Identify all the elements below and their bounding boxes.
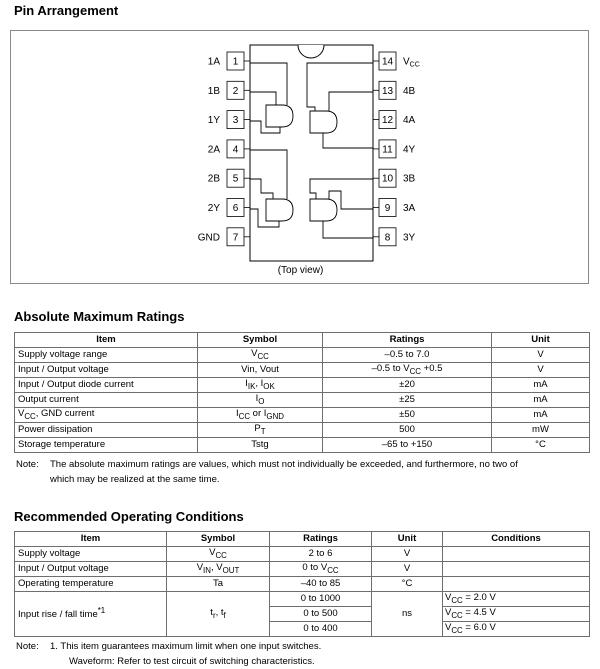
pin-number: 1 xyxy=(232,56,239,68)
absolute-maximum-ratings-title: Absolute Maximum Ratings xyxy=(14,309,185,324)
column-header-symbol: Symbol xyxy=(167,532,270,547)
row-item: Power dissipation xyxy=(15,423,198,438)
row-rating: 2 to 6 xyxy=(270,547,372,562)
note-label: Note: xyxy=(16,459,39,470)
table-row xyxy=(15,547,590,562)
pin-number: 10 xyxy=(381,173,394,185)
pin-label: 2Y xyxy=(207,203,220,214)
row-rating: –40 to 85 xyxy=(270,577,372,592)
row-symbol: $t_r$, $t_f$ xyxy=(167,592,270,637)
row-item: Supply voltage range xyxy=(15,348,198,363)
row-item: Input / Output voltage xyxy=(15,363,198,378)
left-pin-group xyxy=(198,52,250,246)
pin-number: 7 xyxy=(232,232,239,244)
row-condition xyxy=(443,562,590,577)
row-unit: mA xyxy=(492,393,590,408)
pin-6 xyxy=(208,199,250,217)
pin-12 xyxy=(373,111,416,129)
pin-label: 1A xyxy=(207,56,220,68)
row-unit: V xyxy=(492,363,590,378)
row-rating: ±25 xyxy=(323,393,492,408)
note-text: 1. This item guarantees maximum limit when one input switches. xyxy=(50,641,322,652)
pin-label: 4B xyxy=(403,85,416,97)
table-row xyxy=(15,393,590,408)
row-condition: $V_{CC} = 4.5$ V xyxy=(443,607,590,622)
row-symbol: $V_{CC}$ xyxy=(198,348,323,363)
pin-label: 2A xyxy=(207,144,220,156)
row-item: Input / Output diode current xyxy=(15,378,198,393)
table-row xyxy=(15,408,590,423)
row-symbol: $I_{IK}$, $I_{OK}$ xyxy=(198,378,323,393)
pin-label: GND xyxy=(197,232,220,244)
pin-label: 1Y xyxy=(207,115,220,127)
pin-arrangement-box xyxy=(10,30,589,284)
table-header-row xyxy=(15,532,590,547)
column-header-ratings: Ratings xyxy=(270,532,372,547)
pin-2 xyxy=(208,81,250,99)
row-condition: $V_{CC} = 6.0$ V xyxy=(443,622,590,637)
row-item: Input / Output voltage xyxy=(15,562,167,577)
row-rating: 0 to $V_{CC}$ xyxy=(270,562,372,577)
row-symbol: $I_O$ xyxy=(198,393,323,408)
row-unit: V xyxy=(372,562,443,577)
top-view-caption: (Top view) xyxy=(277,265,324,276)
row-symbol: $P_T$ xyxy=(198,423,323,438)
column-header-item: Item xyxy=(15,532,167,547)
row-symbol: Ta xyxy=(167,577,270,592)
row-unit: mW xyxy=(492,423,590,438)
pin-number: 5 xyxy=(232,173,239,185)
row-item: Operating temperature xyxy=(15,577,167,592)
column-header-conditions: Conditions xyxy=(443,532,590,547)
row-symbol: $V_{IN}$, $V_{OUT}$ xyxy=(167,562,270,577)
table-row xyxy=(15,378,590,393)
row-unit: V xyxy=(492,348,590,363)
row-rating: –0.5 to 7.0 xyxy=(323,348,492,363)
row-rating: 0 to 400 xyxy=(270,622,372,637)
row-item: Supply voltage xyxy=(15,547,167,562)
row-unit: mA xyxy=(492,378,590,393)
pin-label: $V_{CC}$ xyxy=(403,56,420,69)
pin-label: 3B xyxy=(403,173,416,185)
pin-arrangement-title: Pin Arrangement xyxy=(14,3,119,18)
row-rating: 0 to 500 xyxy=(270,607,372,622)
row-condition: $V_{CC} = 2.0$ V xyxy=(443,592,590,607)
table-row xyxy=(15,562,590,577)
pin-label: 4Y xyxy=(403,144,416,156)
row-symbol: $V_{CC}$ xyxy=(167,547,270,562)
row-unit: °C xyxy=(492,438,590,453)
row-item: Input rise / fall time$^{*1}$ xyxy=(15,592,167,637)
pin-number: 14 xyxy=(381,56,394,68)
pin-number: 9 xyxy=(384,203,391,214)
note-text: The absolute maximum ratings are values, which must not individually be exceeded, and furthermore, no two of xyxy=(50,459,518,470)
pin-4 xyxy=(208,140,250,158)
row-rating: ±50 xyxy=(323,408,492,423)
pin-11 xyxy=(373,140,416,158)
row-item: $V_{CC}$, GND current xyxy=(15,408,198,423)
table-row xyxy=(15,363,590,378)
note-text-continued: Waveform: Refer to test circuit of switching characteristics. xyxy=(69,656,315,667)
pin-number: 8 xyxy=(384,232,391,244)
table-row xyxy=(15,592,590,607)
pin-label: 3A xyxy=(403,203,416,214)
row-symbol: Vin, Vout xyxy=(198,363,323,378)
pin-label: 3Y xyxy=(403,232,416,244)
recommended-operating-conditions-table xyxy=(14,531,590,637)
pin-number: 11 xyxy=(382,144,393,156)
note-label: Note: xyxy=(16,641,39,652)
row-symbol: Tstg xyxy=(198,438,323,453)
column-header-item: Item xyxy=(15,333,198,348)
absolute-maximum-ratings-table xyxy=(14,332,590,453)
table-row xyxy=(15,577,590,592)
pin-13 xyxy=(373,81,416,99)
recommended-operating-conditions-title: Recommended Operating Conditions xyxy=(14,509,244,524)
note-text-continued: which may be realized at the same time. xyxy=(50,474,220,485)
row-rating: –0.5 to $V_{CC} +0.5$ xyxy=(323,363,492,378)
row-condition xyxy=(443,577,590,592)
row-condition xyxy=(443,547,590,562)
pin-number: 3 xyxy=(232,115,239,127)
pin-number: 6 xyxy=(232,203,239,214)
pin-number: 4 xyxy=(232,144,239,156)
row-symbol: $I_{CC}$ or $I_{GND}$ xyxy=(198,408,323,423)
row-rating: ±20 xyxy=(323,378,492,393)
table-header-row xyxy=(15,333,590,348)
column-header-unit: Unit xyxy=(372,532,443,547)
pin-diagram xyxy=(11,31,590,285)
pin-10 xyxy=(373,169,416,187)
pin-1 xyxy=(208,52,250,70)
table-row xyxy=(15,438,590,453)
row-rating: –65 to +150 xyxy=(323,438,492,453)
pin-8 xyxy=(373,228,416,246)
column-header-unit: Unit xyxy=(492,333,590,348)
pin-number: 13 xyxy=(381,85,394,97)
ic-package-outline xyxy=(250,45,373,261)
pin-number: 2 xyxy=(232,85,239,97)
row-item: Storage temperature xyxy=(15,438,198,453)
column-header-symbol: Symbol xyxy=(198,333,323,348)
table-row xyxy=(15,348,590,363)
right-pin-group xyxy=(373,52,420,246)
row-rating: 0 to 1000 xyxy=(270,592,372,607)
row-rating: 500 xyxy=(323,423,492,438)
row-item: Output current xyxy=(15,393,198,408)
row-unit: °C xyxy=(372,577,443,592)
pin-9 xyxy=(373,199,416,217)
column-header-ratings: Ratings xyxy=(323,333,492,348)
pin-label: 2B xyxy=(207,173,220,185)
pin-14 xyxy=(373,52,420,70)
row-unit: mA xyxy=(492,408,590,423)
pin-3 xyxy=(208,111,250,129)
pin-number: 12 xyxy=(381,115,394,127)
pin-5 xyxy=(208,169,250,187)
pin-label: 4A xyxy=(403,115,416,127)
row-unit: ns xyxy=(372,592,443,637)
table-row xyxy=(15,423,590,438)
pin-label: 1B xyxy=(207,85,220,97)
row-unit: V xyxy=(372,547,443,562)
recommended-operating-note xyxy=(16,639,321,669)
absolute-maximum-note xyxy=(16,457,518,487)
pin-7 xyxy=(198,228,250,246)
